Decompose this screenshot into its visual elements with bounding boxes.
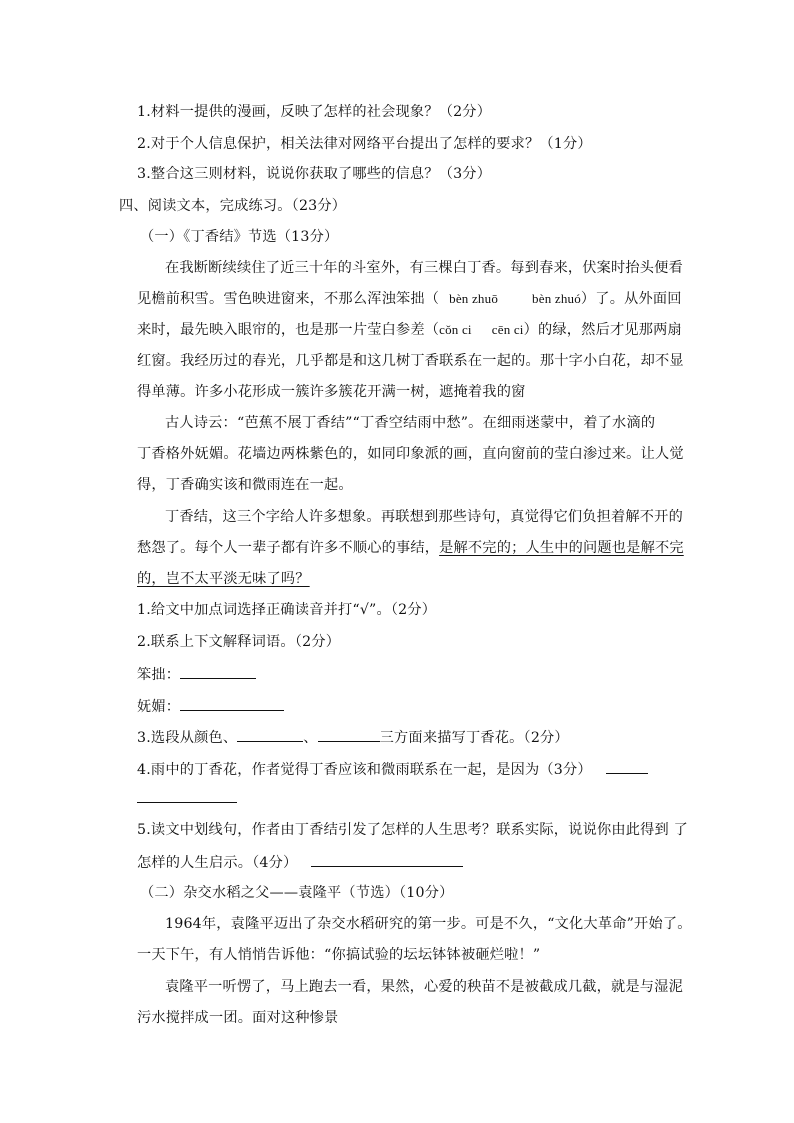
- question-reflection: [137, 851, 463, 873]
- answer-blank[interactable]: [137, 787, 237, 803]
- passage-line: 丁香结，这三个字给人许多想象。再联想到那些诗句，真觉得它们负担着解不开的: [165, 509, 683, 525]
- part2-title: （二）杂交水稻之父——袁隆平（节选）（10分）: [140, 885, 454, 901]
- question-2: 2.对于个人信息保护，相关法律对网络平台提出了怎样的要求？（1分）: [137, 136, 592, 152]
- passage-line: 一天下午，有人悄悄告诉他：“你搞试验的坛坛钵钵被砸烂啦！”: [137, 947, 541, 963]
- passage-text: ）了。从外面回: [580, 291, 682, 307]
- vocab-label: 妩媚：: [137, 699, 181, 715]
- passage-line: 1964年，袁隆平迈出了杂交水稻研究的第一步。可是不久，“文化大革命”开始了。: [165, 916, 692, 932]
- passage-text: 愁怨了。每个人一辈子都有许多不顺心的事结，: [137, 540, 440, 556]
- passage-line: 红窗。我经历过的春光，几乎都是和这几树丁香联系在一起的。那十字小白花，却不显: [137, 353, 684, 369]
- answer-blank[interactable]: [180, 695, 284, 711]
- passage-text: ）的绿，然后才见那两扇: [523, 322, 682, 338]
- vocab-item-wumei: [137, 695, 284, 717]
- answer-blank[interactable]: [606, 758, 648, 774]
- underlined-sentence: 的，岂不太平淡无味了吗？: [137, 571, 310, 587]
- passage-line: [137, 538, 684, 558]
- question-text: 三方面来描写丁香花。（2分）: [379, 730, 569, 746]
- passage-line: 古人诗云：“芭蕉不展丁香结”“丁香空结雨中愁”。在细雨迷蒙中，着了水滴的: [165, 415, 656, 431]
- question-3: 3.整合这三则材料，说说你获取了哪些的信息？（3分）: [137, 166, 492, 182]
- question-1: 1.材料一提供的漫画，反映了怎样的社会现象？（2分）: [137, 104, 492, 120]
- vocab-label: 笨拙：: [137, 667, 181, 683]
- section-heading: 四、阅读文本，完成练习。（23分）: [119, 198, 347, 214]
- pinyin-option: bèn zhuó: [532, 291, 581, 306]
- passage-line: 得，丁香确实该和微雨连在一起。: [137, 477, 353, 493]
- passage-line: [137, 320, 682, 340]
- question-rain: [137, 758, 648, 780]
- passage-line: [137, 289, 682, 309]
- underlined-sentence: 是解不完的；人生中的问题也是解不完: [439, 540, 684, 556]
- question-text: 4.雨中的丁香花，作者觉得丁香应该和微雨联系在一起，是因为（3分）: [137, 762, 592, 778]
- passage-text: 见檐前积雪。雪色映进窗来，不那么浑浊笨拙（: [137, 291, 440, 307]
- question-aspects: [137, 726, 569, 748]
- answer-blank[interactable]: [180, 663, 256, 679]
- passage-line: 在我断断续续住了近三十年的斗室外，有三棵白丁香。每到春来，伏案时抬头便看: [165, 260, 683, 276]
- passage-line: 得单薄。许多小花形成一簇许多簇花开满一树，遮掩着我的窗: [137, 384, 526, 400]
- part1-title: （一）《丁香结》节选（13分）: [140, 229, 339, 245]
- pinyin-option: cēn ci: [491, 322, 524, 337]
- passage-line: 污水搅拌成一团。面对这种惨景: [137, 1010, 339, 1026]
- pinyin-option: cǒn ci: [439, 322, 472, 337]
- passage-line: 袁隆平一听愣了，马上跑去一看，果然，心爱的秧苗不是被截成几截，就是与湿泥: [165, 979, 683, 995]
- question-text: 怎样的人生启示。（4分）: [137, 855, 298, 871]
- question-text: 、: [303, 730, 318, 746]
- answer-blank[interactable]: [318, 726, 380, 742]
- question-text: 3.选段从颜色、: [137, 730, 238, 746]
- passage-line: 丁香格外妩媚。花墙边两株紫色的，如同印象派的画，直向窗前的莹白渗过来。让人觉: [137, 446, 684, 462]
- answer-blank[interactable]: [311, 851, 463, 867]
- question-vocab: 2.联系上下文解释词语。（2分）: [137, 634, 341, 650]
- answer-blank[interactable]: [237, 726, 303, 742]
- passage-text: 来时，最先映入眼帘的，也是那一片莹白参差（: [137, 322, 440, 338]
- vocab-item-benzhuo: [137, 663, 256, 685]
- question-pinyin: 1.给文中加点词选择正确读音并打“√”。（2分）: [137, 602, 437, 618]
- question-reflection: 5.读文中划线句，作者由丁香结引发了怎样的人生思考？联系实际，说说你由此得到 了: [137, 822, 688, 838]
- pinyin-option: bèn zhuō: [449, 291, 499, 306]
